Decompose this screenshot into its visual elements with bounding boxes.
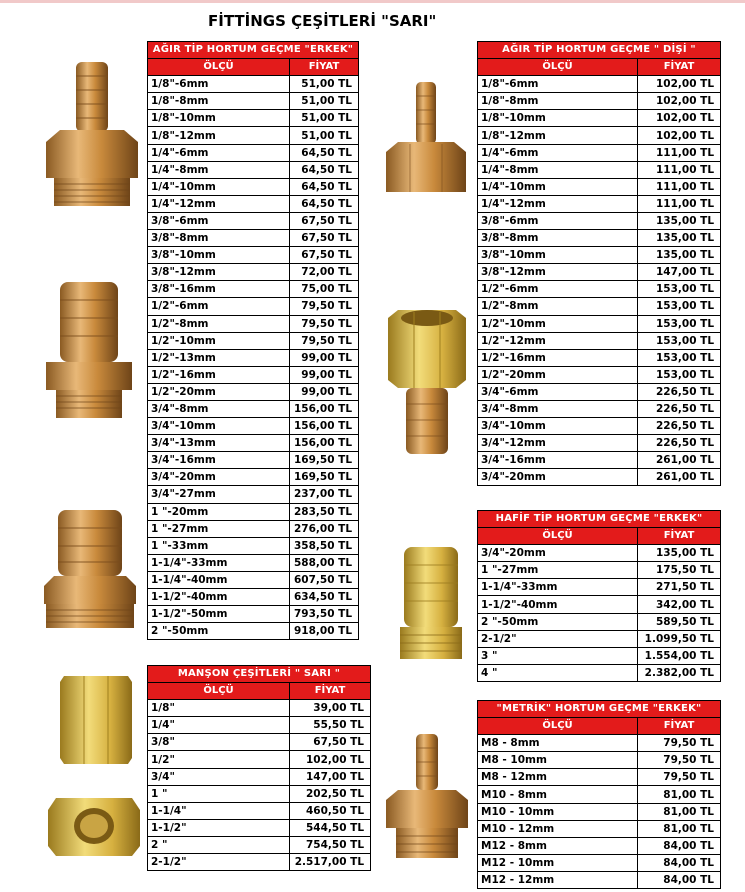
- table-row: [478, 452, 721, 469]
- table-row: [148, 854, 371, 871]
- size-cell: 1 "-20mm: [148, 503, 290, 520]
- size-cell: 1/2"-20mm: [478, 366, 638, 383]
- table-row: [148, 802, 371, 819]
- size-cell: 1/4": [148, 717, 290, 734]
- size-cell: 3/8": [148, 734, 290, 751]
- size-cell: 3/4"-13mm: [148, 435, 290, 452]
- size-cell: 1/2"-8mm: [148, 315, 290, 332]
- table-row: [478, 281, 721, 298]
- price-cell: 226,50 TL: [638, 400, 721, 417]
- price-cell: 237,00 TL: [290, 486, 359, 503]
- table-row: [478, 264, 721, 281]
- table-row: [478, 469, 721, 486]
- price-cell: 51,00 TL: [290, 127, 359, 144]
- price-cell: 111,00 TL: [638, 144, 721, 161]
- price-cell: 84,00 TL: [638, 871, 721, 888]
- table-row: [478, 769, 721, 786]
- price-cell: 271,50 TL: [638, 579, 721, 596]
- table-title-row: [148, 666, 371, 683]
- price-cell: 99,00 TL: [290, 383, 359, 400]
- price-cell: 64,50 TL: [290, 161, 359, 178]
- table-row: [478, 871, 721, 888]
- table-row: [148, 383, 359, 400]
- size-cell: 3/8"-6mm: [148, 212, 290, 229]
- table-row: [478, 820, 721, 837]
- size-cell: 1/4"-12mm: [148, 195, 290, 212]
- price-cell: 156,00 TL: [290, 435, 359, 452]
- price-cell: 634,50 TL: [290, 589, 359, 606]
- price-column-header: FİYAT: [290, 59, 359, 76]
- table-row: [148, 212, 359, 229]
- size-cell: 1/8"-12mm: [478, 127, 638, 144]
- price-cell: 358,50 TL: [290, 537, 359, 554]
- table-row: [148, 264, 359, 281]
- size-cell: 3/4"-10mm: [148, 418, 290, 435]
- female-hose-fitting-small-image: [380, 80, 472, 198]
- table-row: [148, 717, 371, 734]
- size-cell: 1/4"-8mm: [478, 161, 638, 178]
- size-cell: 1-1/2": [148, 819, 290, 836]
- table-row: [148, 76, 359, 93]
- table-row: [148, 315, 359, 332]
- size-cell: 1/8"-10mm: [148, 110, 290, 127]
- price-cell: 55,50 TL: [290, 717, 371, 734]
- price-cell: 2.382,00 TL: [638, 664, 721, 681]
- size-cell: 3/8"-6mm: [478, 212, 638, 229]
- table-row: [148, 486, 359, 503]
- table-title-row: [478, 701, 721, 718]
- table-row: [148, 606, 359, 623]
- price-column-header: FİYAT: [290, 683, 371, 700]
- size-cell: 3/4"-10mm: [478, 418, 638, 435]
- table-row: [478, 418, 721, 435]
- table-row: [148, 281, 359, 298]
- price-cell: 64,50 TL: [290, 195, 359, 212]
- price-cell: 102,00 TL: [638, 127, 721, 144]
- price-cell: 147,00 TL: [290, 768, 371, 785]
- table-row: [148, 469, 359, 486]
- price-cell: 84,00 TL: [638, 854, 721, 871]
- price-cell: 102,00 TL: [638, 76, 721, 93]
- price-cell: 67,50 TL: [290, 247, 359, 264]
- table-title-row: [478, 42, 721, 59]
- size-column-header: ÖLÇÜ: [478, 718, 638, 735]
- table-header-row: [478, 718, 721, 735]
- price-cell: 67,50 TL: [290, 212, 359, 229]
- size-cell: 1/2"-6mm: [148, 298, 290, 315]
- price-cell: 67,50 TL: [290, 230, 359, 247]
- size-cell: 3/8"-8mm: [478, 230, 638, 247]
- size-cell: 3/4"-6mm: [478, 383, 638, 400]
- table-row: [148, 144, 359, 161]
- size-cell: 3/4"-27mm: [148, 486, 290, 503]
- metric-male-hose-fitting-image: [382, 732, 472, 862]
- price-cell: 588,00 TL: [290, 554, 359, 571]
- size-cell: M10 - 8mm: [478, 786, 638, 803]
- table-row: [478, 786, 721, 803]
- price-cell: 135,00 TL: [638, 545, 721, 562]
- table-row: [478, 735, 721, 752]
- price-cell: 99,00 TL: [290, 366, 359, 383]
- price-cell: 175,50 TL: [638, 562, 721, 579]
- table-title: AĞIR TİP HORTUM GEÇME " DİŞİ ": [478, 42, 721, 59]
- table-title: AĞIR TİP HORTUM GEÇME "ERKEK": [148, 42, 359, 59]
- table-row: [148, 537, 359, 554]
- table-row: [478, 545, 721, 562]
- size-cell: 1/8"-8mm: [148, 93, 290, 110]
- size-cell: 1/8"-6mm: [478, 76, 638, 93]
- price-cell: 153,00 TL: [638, 281, 721, 298]
- size-cell: 3/4"-16mm: [148, 452, 290, 469]
- price-cell: 135,00 TL: [638, 247, 721, 264]
- table-row: [148, 700, 371, 717]
- price-cell: 460,50 TL: [290, 802, 371, 819]
- price-cell: 169,50 TL: [290, 452, 359, 469]
- table-row: [148, 785, 371, 802]
- size-cell: 1-1/4"-40mm: [148, 571, 290, 588]
- table-row: [148, 230, 359, 247]
- price-cell: 39,00 TL: [290, 700, 371, 717]
- price-cell: 81,00 TL: [638, 803, 721, 820]
- price-cell: 75,00 TL: [290, 281, 359, 298]
- size-cell: 3/8"-10mm: [148, 247, 290, 264]
- size-cell: 4 ": [478, 664, 638, 681]
- table-row: [148, 110, 359, 127]
- price-column-header: FİYAT: [638, 528, 721, 545]
- table-header-row: [148, 683, 371, 700]
- price-cell: 153,00 TL: [638, 366, 721, 383]
- size-cell: 3/8"-10mm: [478, 247, 638, 264]
- size-cell: 1-1/2"-50mm: [148, 606, 290, 623]
- male-hose-fitting-large-image: [44, 280, 134, 420]
- size-cell: 1/2"-6mm: [478, 281, 638, 298]
- price-column-header: FİYAT: [638, 59, 721, 76]
- price-cell: 79,50 TL: [638, 752, 721, 769]
- size-cell: M12 - 8mm: [478, 837, 638, 854]
- price-cell: 544,50 TL: [290, 819, 371, 836]
- size-cell: 3/4"-8mm: [148, 400, 290, 417]
- price-cell: 153,00 TL: [638, 315, 721, 332]
- price-cell: 226,50 TL: [638, 435, 721, 452]
- table-row: [478, 247, 721, 264]
- table-row: [148, 298, 359, 315]
- size-cell: 1/8"-6mm: [148, 76, 290, 93]
- table-row: [478, 76, 721, 93]
- size-column-header: ÖLÇÜ: [148, 59, 290, 76]
- price-cell: 81,00 TL: [638, 786, 721, 803]
- size-cell: 2 "-50mm: [478, 613, 638, 630]
- threaded-coupling-image: [46, 790, 142, 862]
- size-cell: M8 - 12mm: [478, 769, 638, 786]
- size-cell: 1/8"-10mm: [478, 110, 638, 127]
- size-cell: M12 - 12mm: [478, 871, 638, 888]
- table-row: [148, 178, 359, 195]
- table-row: [478, 212, 721, 229]
- table-row: [148, 589, 359, 606]
- table-row: [478, 161, 721, 178]
- size-cell: 1/2"-20mm: [148, 383, 290, 400]
- table-row: [478, 315, 721, 332]
- size-cell: 1-1/2"-40mm: [148, 589, 290, 606]
- table-row: [148, 554, 359, 571]
- price-cell: 589,50 TL: [638, 613, 721, 630]
- table-row: [478, 144, 721, 161]
- price-cell: 153,00 TL: [638, 349, 721, 366]
- size-cell: 3/4"-16mm: [478, 452, 638, 469]
- table-row: [478, 366, 721, 383]
- table-row: [148, 93, 359, 110]
- table-row: [478, 613, 721, 630]
- size-cell: 2-1/2": [148, 854, 290, 871]
- hex-coupling-image: [58, 672, 134, 768]
- metrik-table: [477, 700, 721, 889]
- male-hose-fitting-image: [40, 58, 144, 210]
- size-cell: 1/8"-8mm: [478, 93, 638, 110]
- table-row: [478, 178, 721, 195]
- price-cell: 1.099,50 TL: [638, 630, 721, 647]
- price-cell: 202,50 TL: [290, 785, 371, 802]
- size-column-header: ÖLÇÜ: [148, 683, 290, 700]
- size-cell: 2 ": [148, 836, 290, 853]
- size-column-header: ÖLÇÜ: [478, 59, 638, 76]
- size-cell: 1/4"-8mm: [148, 161, 290, 178]
- price-cell: 153,00 TL: [638, 298, 721, 315]
- price-cell: 64,50 TL: [290, 178, 359, 195]
- price-cell: 261,00 TL: [638, 452, 721, 469]
- size-cell: M10 - 12mm: [478, 820, 638, 837]
- table-row: [148, 452, 359, 469]
- table-row: [478, 110, 721, 127]
- table-row: [148, 836, 371, 853]
- table-row: [148, 195, 359, 212]
- size-cell: M10 - 10mm: [478, 803, 638, 820]
- size-cell: 1/2"-16mm: [478, 349, 638, 366]
- table-row: [478, 752, 721, 769]
- price-cell: 79,50 TL: [638, 769, 721, 786]
- table-row: [478, 854, 721, 871]
- price-cell: 102,00 TL: [638, 93, 721, 110]
- table-row: [478, 664, 721, 681]
- table-row: [478, 298, 721, 315]
- price-cell: 111,00 TL: [638, 161, 721, 178]
- size-cell: 1/2": [148, 751, 290, 768]
- table-row: [478, 579, 721, 596]
- price-cell: 135,00 TL: [638, 212, 721, 229]
- size-cell: M12 - 10mm: [478, 854, 638, 871]
- table-row: [478, 383, 721, 400]
- size-cell: 3/8"-8mm: [148, 230, 290, 247]
- table-header-row: [478, 59, 721, 76]
- table-row: [478, 230, 721, 247]
- price-cell: 261,00 TL: [638, 469, 721, 486]
- table-title: HAFİF TİP HORTUM GEÇME "ERKEK": [478, 511, 721, 528]
- manson-table: [147, 665, 371, 871]
- size-cell: 3/8"-12mm: [148, 264, 290, 281]
- price-cell: 153,00 TL: [638, 332, 721, 349]
- size-cell: 1/4"-10mm: [478, 178, 638, 195]
- size-cell: 3/4"-20mm: [478, 545, 638, 562]
- table-row: [148, 366, 359, 383]
- size-cell: 1/2"-12mm: [478, 332, 638, 349]
- size-cell: 1/4"-10mm: [148, 178, 290, 195]
- table-row: [148, 349, 359, 366]
- price-cell: 72,00 TL: [290, 264, 359, 281]
- table-row: [478, 596, 721, 613]
- size-cell: 1/4"-12mm: [478, 195, 638, 212]
- size-cell: 3/4"-8mm: [478, 400, 638, 417]
- price-cell: 226,50 TL: [638, 383, 721, 400]
- size-cell: 1/2"-16mm: [148, 366, 290, 383]
- size-cell: 1/8": [148, 700, 290, 717]
- size-cell: 1 ": [148, 785, 290, 802]
- table-row: [148, 127, 359, 144]
- price-cell: 79,50 TL: [290, 332, 359, 349]
- top-accent-bar: [0, 0, 745, 3]
- table-row: [148, 400, 359, 417]
- page-title: FİTTİNGS ÇEŞİTLERİ "SARI": [208, 12, 437, 30]
- price-cell: 276,00 TL: [290, 520, 359, 537]
- size-cell: 2 "-50mm: [148, 623, 290, 640]
- price-cell: 156,00 TL: [290, 400, 359, 417]
- size-cell: 1 "-27mm: [478, 562, 638, 579]
- size-cell: 3/4"-12mm: [478, 435, 638, 452]
- table-row: [478, 647, 721, 664]
- price-column-header: FİYAT: [638, 718, 721, 735]
- hafif-erkek-table: [477, 510, 721, 682]
- size-cell: 2-1/2": [478, 630, 638, 647]
- table-row: [478, 93, 721, 110]
- agir-disi-table: [477, 41, 721, 486]
- price-cell: 226,50 TL: [638, 418, 721, 435]
- table-row: [148, 819, 371, 836]
- table-row: [478, 195, 721, 212]
- size-cell: 1-1/2"-40mm: [478, 596, 638, 613]
- price-cell: 147,00 TL: [638, 264, 721, 281]
- size-cell: 1/2"-10mm: [478, 315, 638, 332]
- price-cell: 793,50 TL: [290, 606, 359, 623]
- female-hose-fitting-large-image: [384, 308, 470, 458]
- price-cell: 607,50 TL: [290, 571, 359, 588]
- size-cell: 1/2"-10mm: [148, 332, 290, 349]
- table-row: [478, 630, 721, 647]
- table-row: [148, 734, 371, 751]
- table-row: [478, 127, 721, 144]
- size-cell: M8 - 8mm: [478, 735, 638, 752]
- size-cell: 3/8"-16mm: [148, 281, 290, 298]
- price-cell: 79,50 TL: [638, 735, 721, 752]
- table-title-row: [478, 511, 721, 528]
- price-cell: 51,00 TL: [290, 93, 359, 110]
- table-row: [148, 418, 359, 435]
- price-cell: 102,00 TL: [638, 110, 721, 127]
- price-cell: 918,00 TL: [290, 623, 359, 640]
- size-cell: 1/4"-6mm: [148, 144, 290, 161]
- price-cell: 51,00 TL: [290, 110, 359, 127]
- size-cell: 3/8"-12mm: [478, 264, 638, 281]
- price-cell: 79,50 TL: [290, 315, 359, 332]
- price-cell: 111,00 TL: [638, 178, 721, 195]
- price-cell: 169,50 TL: [290, 469, 359, 486]
- price-cell: 81,00 TL: [638, 820, 721, 837]
- table-header-row: [148, 59, 359, 76]
- size-cell: 1/2"-8mm: [478, 298, 638, 315]
- price-cell: 2.517,00 TL: [290, 854, 371, 871]
- table-row: [478, 562, 721, 579]
- size-cell: 3/4"-20mm: [478, 469, 638, 486]
- price-cell: 51,00 TL: [290, 76, 359, 93]
- size-cell: 3 ": [478, 647, 638, 664]
- table-row: [148, 161, 359, 178]
- table-row: [148, 571, 359, 588]
- price-cell: 99,00 TL: [290, 349, 359, 366]
- size-cell: 1-1/4": [148, 802, 290, 819]
- price-cell: 102,00 TL: [290, 751, 371, 768]
- table-row: [478, 435, 721, 452]
- table-row: [478, 400, 721, 417]
- size-column-header: ÖLÇÜ: [478, 528, 638, 545]
- price-cell: 135,00 TL: [638, 230, 721, 247]
- table-row: [148, 751, 371, 768]
- male-hose-fitting-wide-image: [40, 508, 140, 632]
- price-cell: 283,50 TL: [290, 503, 359, 520]
- table-row: [478, 349, 721, 366]
- size-cell: 1/4"-6mm: [478, 144, 638, 161]
- table-row: [148, 623, 359, 640]
- size-cell: M8 - 10mm: [478, 752, 638, 769]
- table-row: [148, 247, 359, 264]
- table-row: [478, 803, 721, 820]
- size-cell: 1 "-27mm: [148, 520, 290, 537]
- price-cell: 64,50 TL: [290, 144, 359, 161]
- price-cell: 79,50 TL: [290, 298, 359, 315]
- table-title: MANŞON ÇEŞİTLERİ " SARI ": [148, 666, 371, 683]
- size-cell: 1-1/4"-33mm: [148, 554, 290, 571]
- price-cell: 67,50 TL: [290, 734, 371, 751]
- size-cell: 1/2"-13mm: [148, 349, 290, 366]
- price-cell: 342,00 TL: [638, 596, 721, 613]
- size-cell: 3/4"-20mm: [148, 469, 290, 486]
- size-cell: 1/8"-12mm: [148, 127, 290, 144]
- price-cell: 111,00 TL: [638, 195, 721, 212]
- price-cell: 754,50 TL: [290, 836, 371, 853]
- price-cell: 84,00 TL: [638, 837, 721, 854]
- table-row: [148, 435, 359, 452]
- price-cell: 156,00 TL: [290, 418, 359, 435]
- agir-erkek-table: [147, 41, 359, 640]
- price-cell: 1.554,00 TL: [638, 647, 721, 664]
- table-header-row: [478, 528, 721, 545]
- light-male-hose-fitting-image: [394, 545, 468, 663]
- table-row: [478, 332, 721, 349]
- table-title-row: [148, 42, 359, 59]
- size-cell: 1-1/4"-33mm: [478, 579, 638, 596]
- table-row: [148, 503, 359, 520]
- table-row: [148, 520, 359, 537]
- size-cell: 1 "-33mm: [148, 537, 290, 554]
- table-row: [148, 768, 371, 785]
- size-cell: 3/4": [148, 768, 290, 785]
- table-row: [478, 837, 721, 854]
- table-row: [148, 332, 359, 349]
- table-title: "METRİK" HORTUM GEÇME "ERKEK": [478, 701, 721, 718]
